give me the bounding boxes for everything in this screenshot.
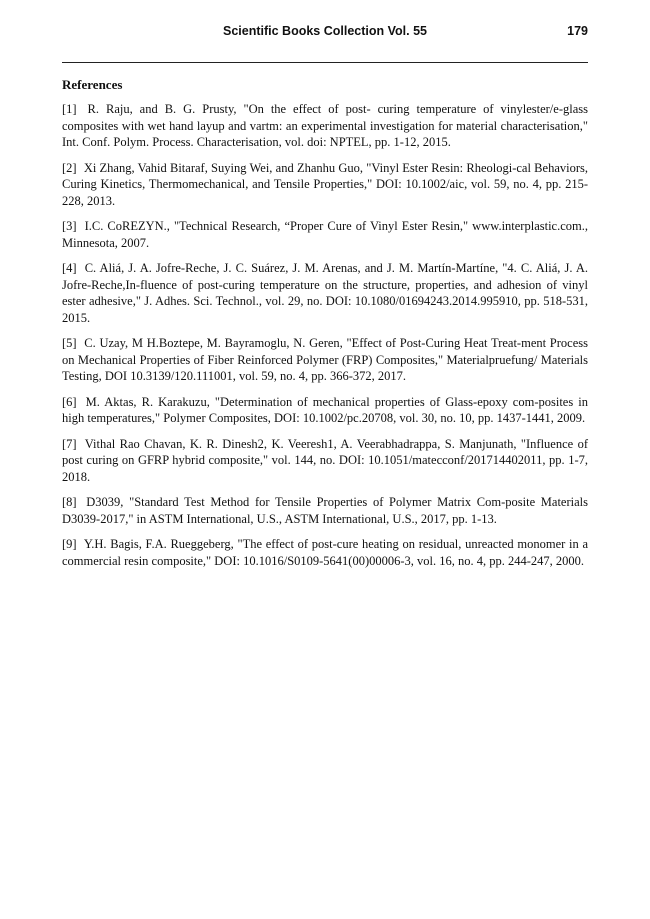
page-number: 179 — [567, 24, 588, 38]
reference-number: [7] — [62, 436, 77, 451]
reference-item-1 — [62, 101, 588, 151]
reference-item-6 — [62, 394, 588, 427]
reference-number: [6] — [62, 394, 77, 409]
book-title: Scientific Books Collection Vol. 55 — [223, 24, 427, 38]
reference-text: Y.H. Bagis, F.A. Rueggeberg, "The effect of post-cure heating on residual, unreacted monomer in a commercial resin composite," DOI: 10.1016/S0109-5641(00)00006-3, vol. 16, no. 4, pp. 244-247, 2000. — [62, 537, 588, 568]
reference-text: M. Aktas, R. Karakuzu, "Determination of mechanical properties of Glass-epoxy com-posites in high temperatures," Polymer Composites, DOI: 10.1002/pc.20708, vol. 30, no. 10, pp. 1437-1441, 2009. — [62, 394, 589, 425]
references-section — [62, 76, 588, 578]
reference-item-5 — [62, 335, 588, 385]
reference-number: [1] — [62, 102, 77, 116]
reference-text: D3039, "Standard Test Method for Tensile Properties of Polymer Matrix Com-posite Materials D3039-2017," in ASTM International, U.S., ASTM International, U.S., 2017, pp. 1-13. — [62, 495, 589, 526]
reference-number: [4] — [62, 261, 77, 275]
reference-text: C. Uzay, M H.Boztepe, M. Bayramoglu, N. Geren, "Effect of Post-Curing Heat Treat-ment Process on Mechanical Properties of Fiber Reinforced Polymer (FRP) Composites," Materialpruefung/ Materials Testing, DOI 10.3139/120.111001, vol. 59, no. 4, pp. 366-372, 2017. — [62, 336, 588, 383]
reference-item-3 — [62, 218, 588, 251]
reference-number: [9] — [62, 537, 77, 551]
reference-item-2 — [62, 160, 588, 210]
reference-number: [2] — [62, 160, 77, 175]
reference-number: [3] — [62, 219, 77, 233]
reference-text: R. Raju, and B. G. Prusty, "On the effect of post- curing temperature of vinylester/e-glass composites with wet hand layup and vartm: an experimental investigation for material characterisation," Int. Conf. Polym. Process. Characterisation, vol. doi: NPTEL, pp. 1-12, 2015. — [62, 102, 588, 149]
reference-text: Xi Zhang, Vahid Bitaraf, Suying Wei, and Zhanhu Guo, "Vinyl Ester Resin: Rheologi-cal Behaviors, Curing Kinetics, Thermomechanical, and Tensile Properties," DOI: 10.1002/aic, vol. 59, no. 4, pp. 215-228, 2013. — [62, 160, 588, 208]
reference-text: C. Aliá, J. A. Jofre-Reche, J. C. Suárez, J. M. Arenas, and J. M. Martín-Martíne, "4. C. Aliá, J. A. Jofre-Reche,In-fluence of post-curing temperature on the structure, properties, and adhesion of vinyl ester adhesive," J. Adhes. Sci. Technol., vol. 29, no. DOI: 10.1080/01694243.2014.995910, pp. 518-531, 2015. — [62, 261, 589, 325]
reference-number: [5] — [62, 336, 77, 350]
reference-item-4 — [62, 260, 588, 326]
reference-item-8 — [62, 494, 588, 527]
reference-item-7 — [62, 436, 588, 486]
references-heading: References — [62, 77, 123, 92]
header-divider — [62, 62, 588, 63]
running-header — [62, 24, 588, 42]
reference-list — [62, 101, 588, 569]
reference-text: Vithal Rao Chavan, K. R. Dinesh2, K. Veeresh1, A. Veerabhadrappa, S. Manjunath, "Influence of post curing on GFRP hybrid composite," vol. 144, no. DOI: 10.1051/matecconf/201714402011, pp. 1-7, 2018. — [62, 436, 588, 484]
reference-number: [8] — [62, 495, 77, 509]
reference-item-9 — [62, 536, 588, 569]
reference-text: I.C. CoREZYN., "Technical Research, “Proper Cure of Vinyl Ester Resin," www.interplastic.com., Minnesota, 2007. — [62, 219, 588, 250]
